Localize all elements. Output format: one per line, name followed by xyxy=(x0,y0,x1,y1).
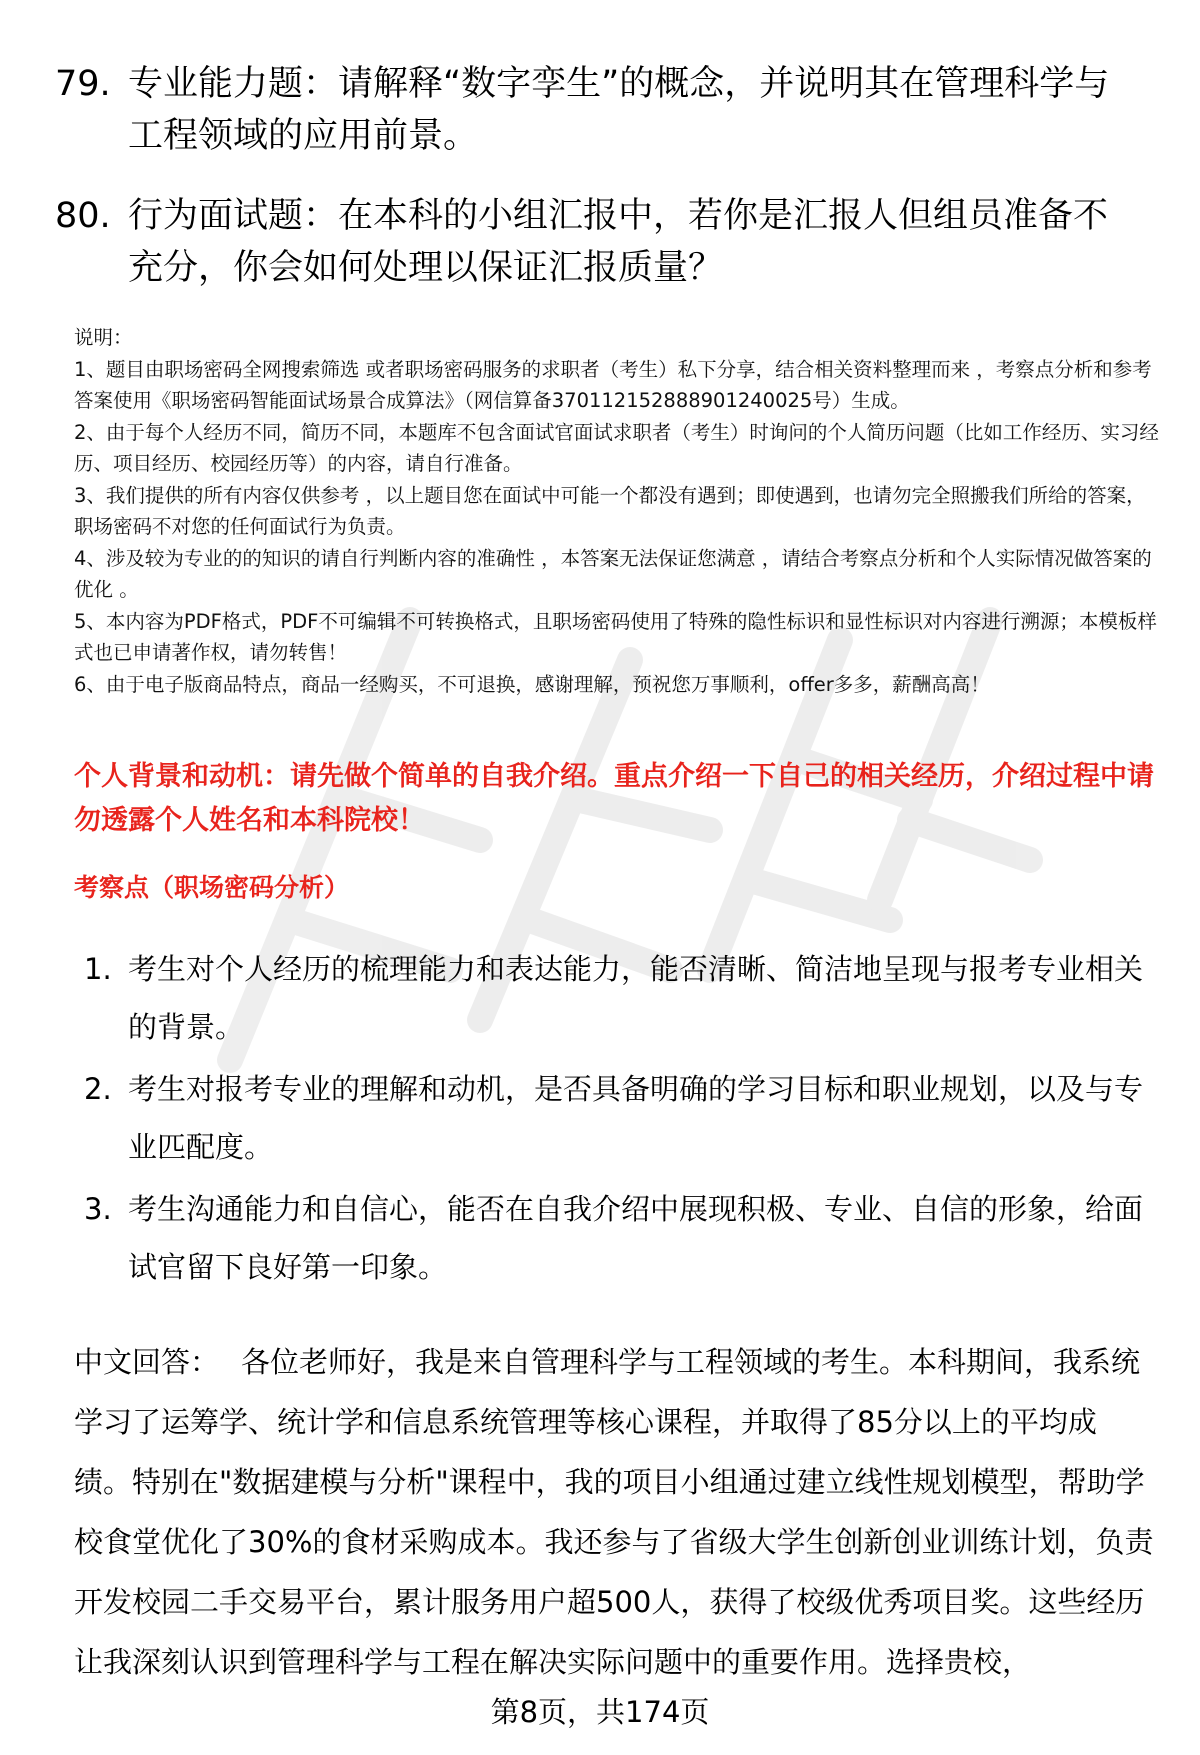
point-number: 2. xyxy=(84,1072,112,1106)
notes-title: 说明： xyxy=(74,326,133,349)
answer-paragraph xyxy=(74,1332,1154,1692)
note-item: 4、涉及较为专业的的知识的请自行判断内容的准确性 ，本答案无法保证您满意 ，请结合考察点分析和个人实际情况做答案的优化 。 xyxy=(74,546,1152,601)
analysis-point xyxy=(84,1060,1144,1176)
question-text: 专业能力题：请解释“数字孪生”的概念，并说明其在管理科学与工程领域的应用前景。 xyxy=(128,64,1110,156)
page-footer: 第8页，共174页 xyxy=(490,1695,710,1729)
question-80 xyxy=(55,190,1140,294)
analysis-point xyxy=(84,940,1144,1056)
question-number: 79. xyxy=(55,64,111,104)
point-text: 考生沟通能力和自信心，能否在自我介绍中展现积极、专业、自信的形象，给面试官留下良好第一印象。 xyxy=(128,1192,1144,1284)
analysis-point xyxy=(84,1180,1144,1296)
note-item: 3、我们提供的所有内容仅供参考 ，以上题目您在面试中可能一个都没有遇到；即使遇到，也请勿完全照搬我们所给的答案，职场密码不对您的任何面试行为负责。 xyxy=(74,483,1146,538)
note-item: 1、题目由职场密码全网搜索筛选 或者职场密码服务的求职者（考生）私下分享，结合相关资料整理而来 ，考察点分析和参考答案使用《职场密码智能面试场景合成算法》（网信算备370112152888901240025号）生成。 xyxy=(74,357,1152,412)
answer-text: 各位老师好，我是来自管理科学与工程领域的考生。本科期间，我系统学习了运筹学、统计学和信息系统管理等核心课程，并取得了85分以上的平均成绩。特别在"数据建模与分析"课程中，我的项目小组通过建立线性规划模型，帮助学校食堂优化了30%的食材采购成本。我还参与了省级大学生创新创业训练计划，负责开发校园二手交易平台，累计服务用户超500人，获得了校级优秀项目奖。这些经历让我深刻认识到管理科学与工程在解决实际问题中的重要作用。选择贵校， xyxy=(74,1345,1154,1679)
notes-section xyxy=(74,322,1164,700)
analysis-heading: 考察点（职场密码分析） xyxy=(74,873,350,902)
point-number: 3. xyxy=(84,1192,112,1226)
question-text: 行为面试题：在本科的小组汇报中，若你是汇报人但组员准备不充分，你会如何处理以保证汇报质量？ xyxy=(128,196,1109,288)
answer-label: 中文回答： xyxy=(74,1345,220,1379)
intro-question-heading: 个人背景和动机：请先做个简单的自我介绍。重点介绍一下自己的相关经历，介绍过程中请勿透露个人姓名和本科院校！ xyxy=(74,761,1154,836)
note-item: 6、由于电子版商品特点，商品一经购买，不可退换，感谢理解，预祝您万事顺利，offer多多，薪酬高高！ xyxy=(74,672,990,696)
note-item: 2、由于每个人经历不同，简历不同，本题库不包含面试官面试求职者（考生）时询问的个人简历问题（比如工作经历、实习经历、项目经历、校园经历等）的内容，请自行准备。 xyxy=(74,420,1159,475)
point-number: 1. xyxy=(84,952,112,986)
question-number: 80. xyxy=(55,196,111,236)
point-text: 考生对个人经历的梳理能力和表达能力，能否清晰、简洁地呈现与报考专业相关的背景。 xyxy=(128,952,1144,1044)
question-79 xyxy=(55,58,1140,162)
analysis-points-list xyxy=(84,940,1144,1300)
point-text: 考生对报考专业的理解和动机，是否具备明确的学习目标和职业规划，以及与专业匹配度。 xyxy=(128,1072,1144,1164)
note-item: 5、本内容为PDF格式，PDF不可编辑不可转换格式，且职场密码使用了特殊的隐性标识和显性标识对内容进行溯源；本模板样式也已申请著作权，请勿转售！ xyxy=(74,609,1157,664)
